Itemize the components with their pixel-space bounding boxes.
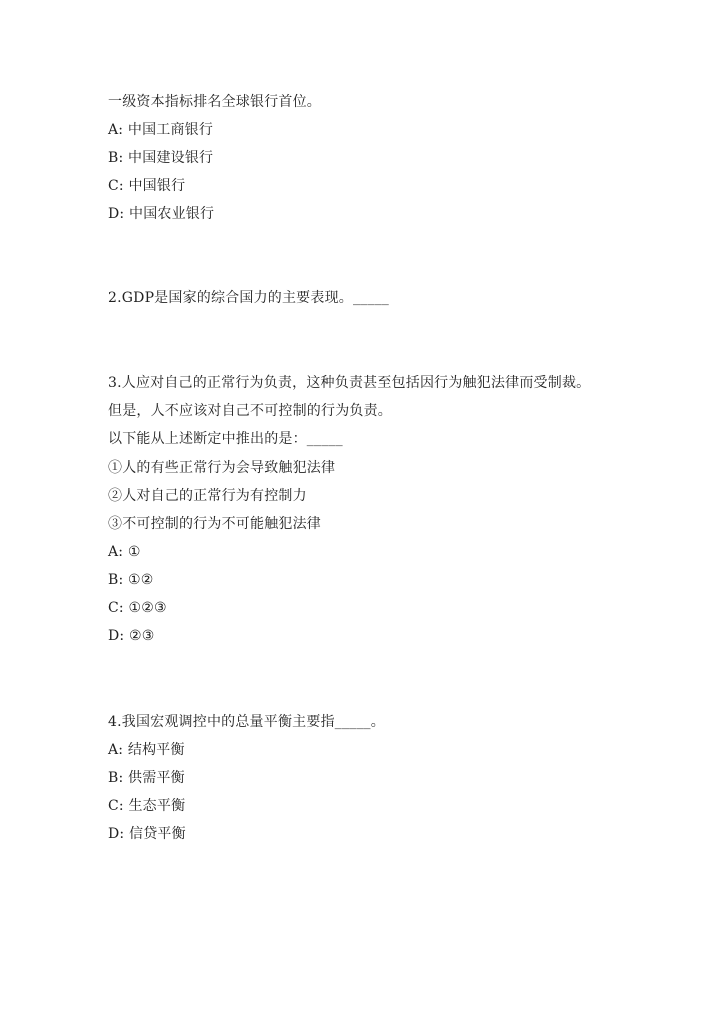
q3-statement-3: ③不可控制的行为不可能触犯法律 bbox=[108, 516, 321, 532]
q3-stem-line-3: 以下能从上述断定中推出的是：_____ bbox=[108, 431, 343, 447]
q1-option-b: B: 中国建设银行 bbox=[108, 150, 214, 166]
q2-stem: 2.GDP是国家的综合国力的主要表现。_____ bbox=[108, 290, 389, 306]
q4-option-a: A: 结构平衡 bbox=[108, 742, 185, 758]
q3-option-d: D: ②③ bbox=[108, 628, 155, 644]
q4-option-d: D: 信贷平衡 bbox=[108, 826, 186, 842]
q4-stem: 4.我国宏观调控中的总量平衡主要指_____。 bbox=[108, 714, 385, 730]
q1-stem: 一级资本指标排名全球银行首位。 bbox=[108, 94, 321, 110]
q3-stem-line-2: 但是，人不应该对自己不可控制的行为负责。 bbox=[108, 403, 392, 419]
q1-option-c: C: 中国银行 bbox=[108, 178, 186, 194]
q3-statement-2: ②人对自己的正常行为有控制力 bbox=[108, 488, 307, 504]
q3-statement-1: ①人的有些正常行为会导致触犯法律 bbox=[108, 460, 336, 476]
q4-option-c: C: 生态平衡 bbox=[108, 798, 186, 814]
q1-option-d: D: 中国农业银行 bbox=[108, 206, 215, 222]
q1-option-a: A: 中国工商银行 bbox=[108, 122, 214, 138]
q3-option-b: B: ①② bbox=[108, 572, 154, 588]
q4-option-b: B: 供需平衡 bbox=[108, 770, 185, 786]
q3-stem-line-1: 3.人应对自己的正常行为负责，这种负责甚至包括因行为触犯法律而受制裁。 bbox=[108, 375, 591, 391]
q3-option-c: C: ①②③ bbox=[108, 600, 167, 616]
q3-option-a: A: ① bbox=[108, 544, 141, 560]
